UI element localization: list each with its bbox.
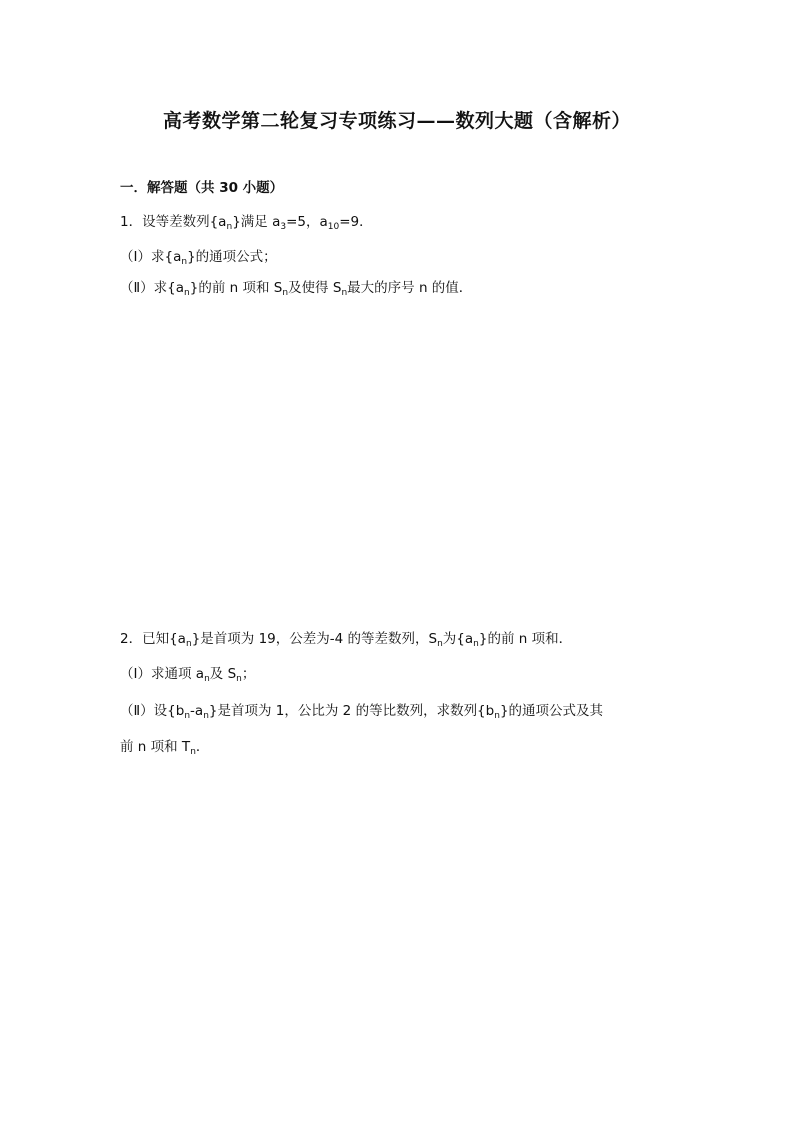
text-segment: -a [190, 703, 204, 719]
problem-2-part-1 [120, 665, 255, 683]
problem-1-part-2 [120, 279, 472, 297]
subscript: n [190, 747, 196, 757]
subscript: n [185, 639, 192, 649]
subscript: n [226, 222, 233, 232]
text-segment: }是首项为 19，公差为-4 的等差数列，S [191, 631, 438, 647]
text-segment: }的前 n 项和． [478, 631, 573, 647]
part-marker: （Ⅱ） [120, 280, 154, 296]
text-segment: 设{b [153, 703, 185, 719]
subscript: n [341, 288, 348, 298]
text-segment: 及 S [209, 666, 237, 682]
text-segment: 设等差数列{a [142, 214, 227, 230]
text-segment: 已知{a [142, 631, 186, 647]
text-segment: 及使得 S [288, 280, 342, 296]
text-segment: }的通项公式； [187, 249, 277, 265]
text-segment: ； [241, 666, 256, 682]
subscript: n [473, 639, 479, 649]
subscript: n [282, 288, 289, 298]
text-segment: =9． [339, 214, 373, 230]
text-segment: }的前 n 项和 S [189, 280, 283, 296]
problem-2-part-2-continued [120, 738, 209, 756]
text-segment: ． [195, 739, 210, 755]
subscript: n [181, 257, 188, 267]
part-marker: （Ⅰ） [120, 666, 151, 682]
subscript: n [184, 711, 191, 721]
subscript: n [204, 674, 210, 684]
text-segment: 求通项 a [150, 666, 205, 682]
problem-number: 2． [120, 631, 143, 647]
problem-2-part-2 [120, 702, 603, 720]
subscript: n [494, 711, 500, 721]
subscript: 10 [327, 222, 340, 232]
text-segment: }是首项为 1，公比为 2 的等比数列，求数列{b [208, 703, 495, 719]
text-segment: 前 n 项和 T [120, 739, 191, 755]
subscript: n [236, 674, 242, 684]
subscript: n [184, 288, 190, 298]
subscript: n [437, 639, 443, 649]
subscript: n [203, 711, 209, 721]
section-heading: 一．解答题（共 30 小题） [120, 180, 284, 196]
text-segment: }的通项公式及其 [499, 703, 604, 719]
text-segment: 求{a [153, 280, 185, 296]
text-segment: =5，a [286, 214, 328, 230]
problem-number: 1． [120, 214, 143, 230]
subscript: 3 [280, 222, 287, 232]
text-segment: 求{a [150, 249, 182, 265]
part-marker: （Ⅰ） [120, 249, 151, 265]
part-marker: （Ⅱ） [120, 703, 154, 719]
text-segment: }满足 a [232, 214, 281, 230]
problem-1-stem [120, 213, 373, 231]
text-segment: 为{a [442, 631, 474, 647]
problem-1-part-1 [120, 248, 277, 266]
problem-2-stem [120, 630, 572, 648]
text-segment: 最大的序号 n 的值． [347, 280, 473, 296]
page-title: 高考数学第二轮复习专项练习——数列大题（含解析） [162, 110, 631, 132]
